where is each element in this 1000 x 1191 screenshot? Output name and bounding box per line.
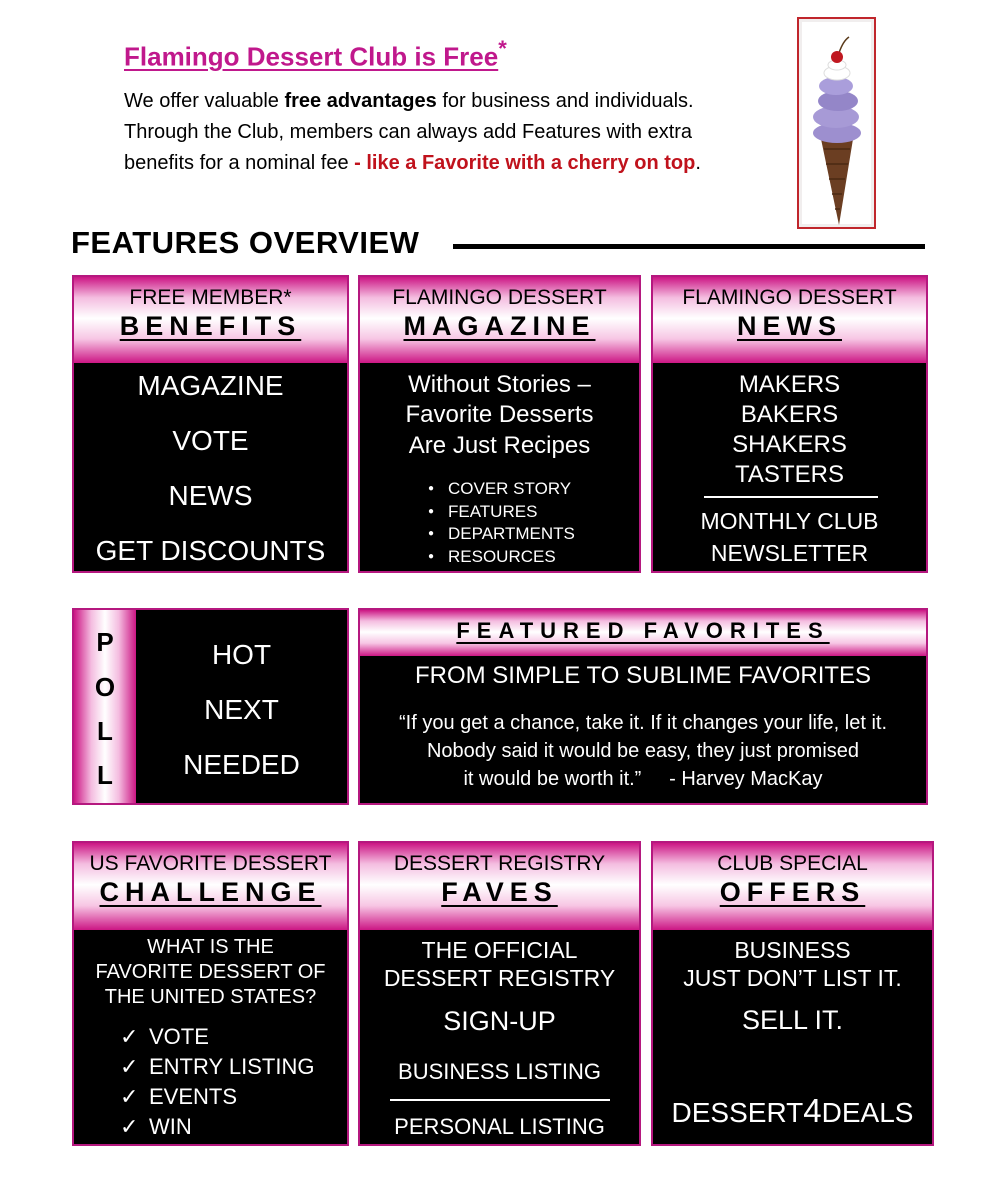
check-icon: ✓ xyxy=(120,1054,139,1079)
list-item[interactable]: ● RESOURCES xyxy=(428,546,575,569)
magazine-line: Without Stories – xyxy=(408,371,591,398)
news-line: SHAKERS xyxy=(732,431,847,458)
news-title: NEWS xyxy=(737,311,842,341)
featured-title: FEATURED FAVORITES xyxy=(456,618,830,643)
check-icon: ✓ xyxy=(120,1084,139,1109)
faves-subtitle: DESSERT REGISTRY xyxy=(393,852,606,875)
ice-cream-cone-image xyxy=(797,17,876,229)
list-item[interactable]: ✓ WIN xyxy=(120,1112,314,1142)
poll-item-next[interactable]: NEXT xyxy=(204,694,279,725)
poll-letter: L xyxy=(97,716,113,746)
list-item[interactable]: ✓ ENTRY LISTING xyxy=(120,1052,314,1082)
sell-it-text: SELL IT. xyxy=(741,1005,844,1035)
news-line: BAKERS xyxy=(740,401,839,428)
faves-title: FAVES xyxy=(441,877,558,907)
benefits-header xyxy=(74,277,347,363)
offers-title: OFFERS xyxy=(719,877,866,907)
benefits-item-discounts[interactable]: GET DISCOUNTS xyxy=(95,535,326,566)
list-item[interactable]: ● DEPARTMENTS xyxy=(428,523,575,546)
news-line: TASTERS xyxy=(735,461,844,488)
newsletter-line[interactable]: NEWSLETTER xyxy=(710,540,869,566)
dessert4deals-link[interactable]: DESSERT4DEALS xyxy=(671,1092,914,1129)
poll-item-hot[interactable]: HOT xyxy=(211,639,272,670)
benefits-subtitle: FREE MEMBER* xyxy=(129,286,292,309)
magazine-subtitle: FLAMINGO DESSERT xyxy=(392,286,607,309)
faves-header xyxy=(360,843,639,930)
challenge-question: WHAT IS THE xyxy=(147,936,274,958)
list-item[interactable]: ✓ VOTE xyxy=(120,1022,314,1052)
cherry-highlight: - like a Favorite with a cherry on top xyxy=(354,152,696,174)
challenge-title: CHALLENGE xyxy=(99,877,322,907)
page-title: Flamingo Dessert Club is Free* xyxy=(124,36,507,72)
news-line: MAKERS xyxy=(738,371,841,398)
features-overview-heading: FEATURES OVERVIEW xyxy=(71,225,420,260)
news-divider xyxy=(704,496,878,498)
offers-line: JUST DON’T LIST IT. xyxy=(683,965,902,991)
intro-paragraph: We offer valuable free advantages for business and individuals. Through the Club, members can always add Features with extra benefits for a nominal fee - like a Favorite with a cherry on top. xyxy=(124,90,701,174)
ice-cream-cone-icon xyxy=(799,19,874,227)
magazine-line: Favorite Desserts xyxy=(405,401,594,428)
poll-letter: O xyxy=(94,672,116,702)
challenge-question: FAVORITE DESSERT OF xyxy=(95,961,326,983)
featured-header xyxy=(360,610,926,656)
check-icon: ✓ xyxy=(120,1114,139,1139)
poll-sidebar xyxy=(74,610,136,803)
faves-card[interactable] xyxy=(358,841,641,1146)
magazine-line: Are Just Recipes xyxy=(408,432,591,459)
offers-header xyxy=(653,843,932,930)
featured-favorites-card[interactable] xyxy=(358,608,928,805)
list-item[interactable]: ✓ EVENTS xyxy=(120,1082,314,1112)
offers-line: BUSINESS xyxy=(734,937,851,963)
news-header xyxy=(653,277,926,363)
news-card[interactable] xyxy=(651,275,928,573)
benefits-item-news[interactable]: NEWS xyxy=(168,480,253,511)
list-item[interactable]: ● FEATURES xyxy=(428,501,575,524)
challenge-subtitle: US FAVORITE DESSERT xyxy=(89,852,332,875)
offers-card[interactable] xyxy=(651,841,934,1146)
benefits-item-vote[interactable]: VOTE xyxy=(172,425,249,456)
challenge-header xyxy=(74,843,347,930)
title-asterisk: * xyxy=(498,36,507,61)
check-icon: ✓ xyxy=(120,1024,139,1049)
benefits-title: BENEFITS xyxy=(119,311,302,341)
news-subtitle: FLAMINGO DESSERT xyxy=(682,286,897,309)
faves-divider xyxy=(390,1099,610,1101)
benefits-item-magazine[interactable]: MAGAZINE xyxy=(137,370,284,401)
poll-card[interactable] xyxy=(72,608,349,805)
magazine-card[interactable] xyxy=(358,275,641,573)
challenge-question: THE UNITED STATES? xyxy=(104,986,317,1008)
quote-line: “If you get a chance, take it. If it changes your life, let it. xyxy=(398,712,888,734)
challenge-card[interactable] xyxy=(72,841,349,1146)
business-listing-link[interactable]: BUSINESS LISTING xyxy=(398,1059,601,1084)
poll-letter: P xyxy=(96,627,114,657)
benefits-card[interactable] xyxy=(72,275,349,573)
magazine-sections-list xyxy=(428,478,575,568)
magazine-title: MAGAZINE xyxy=(403,311,596,341)
personal-listing-link[interactable]: PERSONAL LISTING xyxy=(394,1114,605,1139)
offers-subtitle: CLUB SPECIAL xyxy=(717,852,868,875)
poll-letter: L xyxy=(97,760,113,790)
list-item[interactable]: ● COVER STORY xyxy=(428,478,575,501)
featured-subtitle: FROM SIMPLE TO SUBLIME FAVORITES xyxy=(414,662,872,689)
quote-line: Nobody said it would be easy, they just promised xyxy=(426,740,860,762)
newsletter-line[interactable]: MONTHLY CLUB xyxy=(700,508,879,534)
faves-line: DESSERT REGISTRY xyxy=(383,965,616,991)
faves-line: THE OFFICIAL xyxy=(421,937,578,963)
magazine-header xyxy=(360,277,639,363)
quote-line: it would be worth it.” - Harvey MacKay xyxy=(463,768,823,790)
signup-link[interactable]: SIGN-UP xyxy=(443,1006,556,1036)
poll-item-needed[interactable]: NEEDED xyxy=(183,749,300,780)
challenge-checklist xyxy=(120,1022,314,1142)
heading-rule xyxy=(453,244,925,249)
